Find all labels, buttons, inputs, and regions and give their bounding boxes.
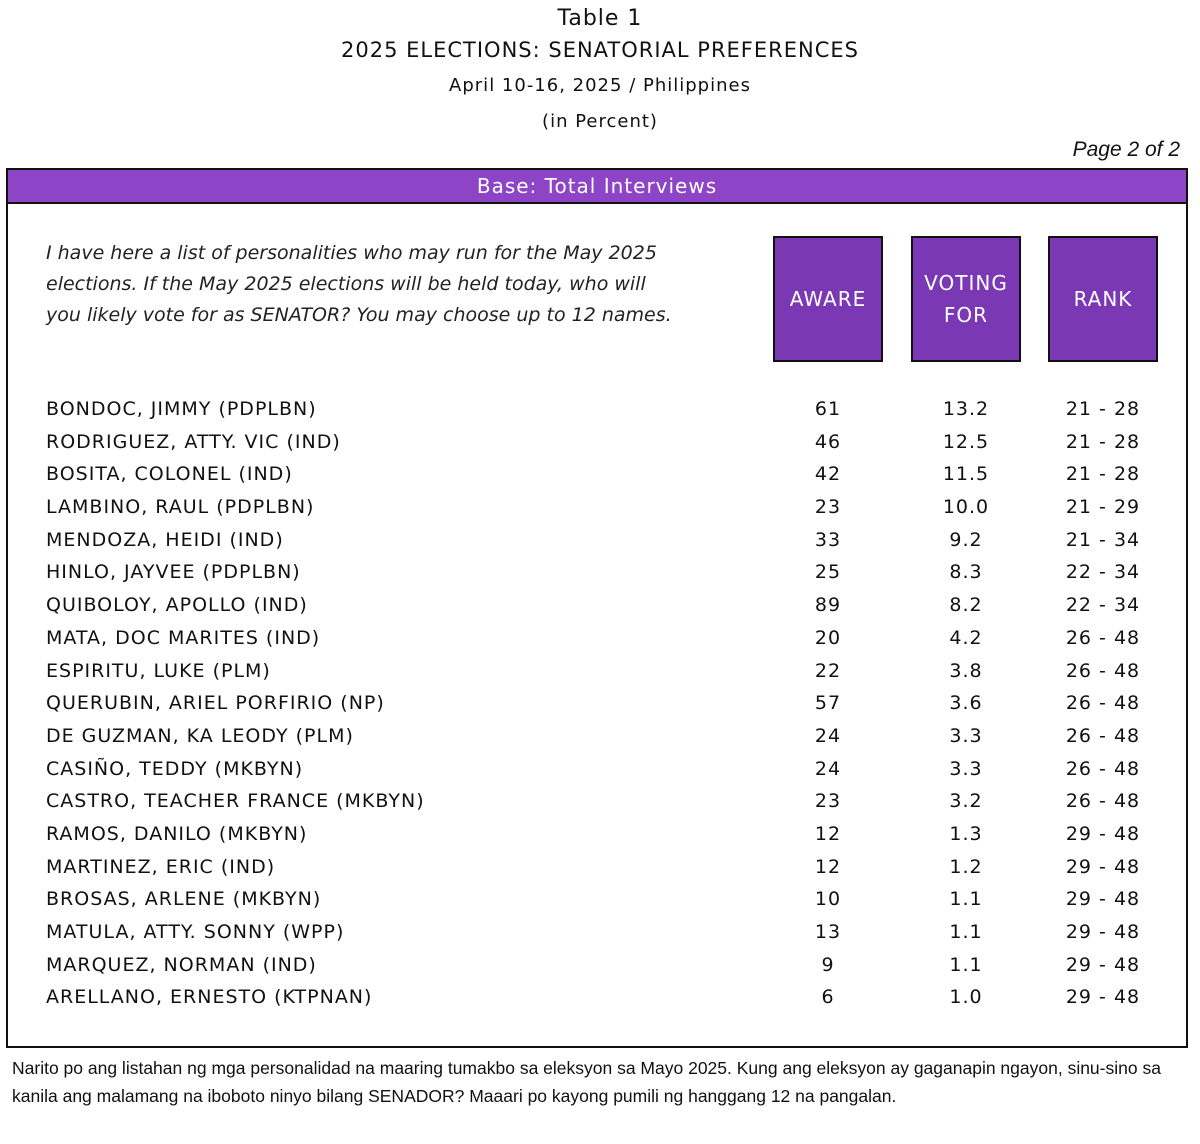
rank-value: 29 - 48 [1065,986,1141,1009]
voting-value: 3.2 [949,790,983,813]
rank-value: 26 - 48 [1065,692,1141,715]
table-frame [6,168,1188,1048]
candidate-name: HINLO, JAYVEE (PDPLBN) [46,561,301,584]
aware-value: 46 [814,430,842,453]
table-row [8,853,1186,886]
aware-value: 25 [814,561,842,584]
table-row [8,689,1186,722]
rank-value: 21 - 29 [1065,496,1141,519]
voting-line1: VOTING [924,271,1008,295]
table-row [8,885,1186,918]
unit-label: (in Percent) [542,111,658,132]
aware-value: 6 [821,986,835,1009]
table-row [8,526,1186,559]
aware-value: 9 [821,953,835,976]
voting-value: 8.2 [949,594,983,617]
column-header-voting-for [911,236,1021,362]
aware-value: 57 [814,692,842,715]
table-body [8,395,1186,1016]
aware-value: 22 [814,659,842,682]
table-row [8,624,1186,657]
table-row [8,460,1186,493]
voting-value: 13.2 [942,398,990,420]
voting-line2: FOR [943,303,989,327]
column-header-voting-label [924,267,1008,331]
candidate-name: CASTRO, TEACHER FRANCE (MKBYN) [46,790,425,813]
candidate-name: MARTINEZ, ERIC (IND) [46,855,276,878]
candidate-name: QUERUBIN, ARIEL PORFIRIO (NP) [46,692,385,715]
candidate-name: BONDOC, JIMMY (PDPLBN) [46,398,317,420]
column-header-aware [773,236,883,362]
voting-value: 1.3 [949,822,983,845]
column-header-aware-label: AWARE [789,287,867,311]
table-row [8,755,1186,788]
aware-value: 42 [814,463,842,486]
rank-value: 21 - 28 [1065,463,1141,486]
table-row [8,787,1186,820]
voting-value: 3.3 [949,757,983,780]
voting-value: 12.5 [942,430,990,453]
voting-value: 8.3 [949,561,983,584]
aware-value: 33 [814,528,842,551]
rank-value: 29 - 48 [1065,822,1141,845]
candidate-name: LAMBINO, RAUL (PDPLBN) [46,496,315,519]
column-header-rank-label: RANK [1073,287,1133,311]
candidate-name: RAMOS, DANILO (MKBYN) [46,822,308,845]
voting-value: 10.0 [942,496,990,519]
aware-value: 10 [814,888,842,911]
rank-value: 26 - 48 [1065,626,1141,649]
aware-value: 24 [814,724,842,747]
voting-value: 1.1 [949,953,983,976]
voting-value: 1.1 [949,921,983,943]
page-number: Page 2 of 2 [1072,138,1180,161]
table-row [8,820,1186,853]
aware-value: 61 [814,398,842,420]
voting-value: 4.2 [949,626,983,649]
table-row [8,395,1186,428]
candidate-name: BROSAS, ARLENE (MKBYN) [46,888,322,911]
rank-value: 29 - 48 [1065,921,1141,943]
aware-value: 20 [814,626,842,649]
aware-value: 89 [814,594,842,617]
candidate-name: MENDOZA, HEIDI (IND) [46,528,284,551]
table-row [8,493,1186,526]
candidate-name: MARQUEZ, NORMAN (IND) [46,953,317,976]
rank-value: 21 - 34 [1065,528,1141,551]
table-row [8,951,1186,984]
table-row [8,983,1186,1016]
candidate-name: CASIÑO, TEDDY (MKBYN) [46,757,304,780]
candidate-name: QUIBOLOY, APOLLO (IND) [46,594,308,617]
aware-value: 24 [814,757,842,780]
rank-value: 22 - 34 [1065,561,1141,584]
candidate-name: MATA, DOC MARITES (IND) [46,626,321,649]
rank-value: 26 - 48 [1065,724,1141,747]
table-row [8,657,1186,690]
table-row [8,428,1186,461]
voting-value: 3.3 [949,724,983,747]
date-place: April 10-16, 2025 / Philippines [449,75,751,96]
column-header-rank [1048,236,1158,362]
candidate-name: ARELLANO, ERNESTO (KTPNAN) [46,986,373,1009]
voting-value: 3.8 [949,659,983,682]
table-row [8,558,1186,591]
rank-value: 22 - 34 [1065,594,1141,617]
table-row [8,918,1186,951]
voting-value: 1.0 [949,986,983,1009]
voting-value: 9.2 [949,528,983,551]
rank-value: 26 - 48 [1065,757,1141,780]
table-row [8,591,1186,624]
base-bar: Base: Total Interviews [8,170,1186,204]
voting-value: 1.1 [949,888,983,911]
candidate-name: ESPIRITU, LUKE (PLM) [46,659,271,682]
question-text: I have here a list of personalities who may run for the May 2025 elections. If the May 2025 elections will be held today, who will you likely vote for as SENATOR? You may choose up to 12 names. [46,242,672,326]
aware-value: 23 [814,790,842,813]
aware-value: 23 [814,496,842,519]
rank-value: 21 - 28 [1065,398,1141,420]
candidate-name: RODRIGUEZ, ATTY. VIC (IND) [46,430,341,453]
voting-value: 3.6 [949,692,983,715]
voting-value: 11.5 [942,463,990,486]
aware-value: 12 [814,855,842,878]
candidate-name: MATULA, ATTY. SONNY (WPP) [46,921,345,943]
rank-value: 26 - 48 [1065,790,1141,813]
table-title: 2025 ELECTIONS: SENATORIAL PREFERENCES [341,38,859,62]
aware-value: 13 [814,921,842,943]
candidate-name: BOSITA, COLONEL (IND) [46,463,293,486]
footnote: Narito po ang listahan ng mga personalidad na maaring tumakbo sa eleksyon sa Mayo 2025. Kung ang eleksyon ay gaganapin ngayon, sinu-sino sa kanila ang malamang na iboboto ninyo bilang SENADOR? Maaari po kayong pumili ng hanggang 12 na pangalan. [12,1058,1161,1106]
rank-value: 26 - 48 [1065,659,1141,682]
table-row [8,722,1186,755]
aware-value: 12 [814,822,842,845]
voting-value: 1.2 [949,855,983,878]
rank-value: 29 - 48 [1065,888,1141,911]
candidate-name: DE GUZMAN, KA LEODY (PLM) [46,724,354,747]
rank-value: 29 - 48 [1065,855,1141,878]
rank-value: 29 - 48 [1065,953,1141,976]
rank-value: 21 - 28 [1065,430,1141,453]
table-number: Table 1 [557,6,643,31]
